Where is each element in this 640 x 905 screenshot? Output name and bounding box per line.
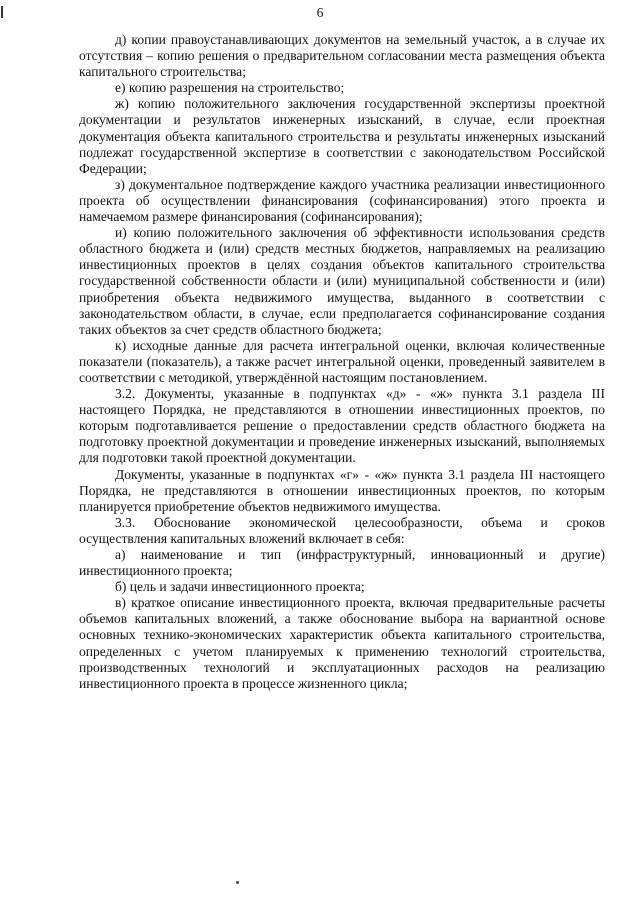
paragraph-3-2-documents: Документы, указанные в подпунктах «г» - «ж» пункта 3.1 раздела III настоящего Порядка, не представляются в отношении инвестиционных проектов, по которым планируется приобретение объектов недвижимого имущества. — [79, 466, 605, 514]
paragraph-a: а) наименование и тип (инфраструктурный, инновационный и другие) инвестиционного проекта; — [79, 547, 605, 579]
paragraph-z: з) документальное подтверждение каждого участника реализации инвестиционного проекта об осуществлении финансирования (софинансирования) этого проекта и намечаемом размере финансирования (софинансирования); — [79, 176, 605, 225]
paragraph-k: к) исходные данные для расчета интегральной оценки, включая количественные показатели (показатель), а также расчет интегральной оценки, проведенный заявителем в соответствии с методикой, утверждённой настоящим постановлением. — [79, 337, 605, 385]
scan-speck — [236, 881, 239, 884]
document-body — [79, 32, 605, 692]
paragraph-v: в) краткое описание инвестиционного проекта, включая предварительные расчеты объемов капитальных вложений, а также обоснование выбора на вариантной основе основных технико-экономических характеристик объекта капитального строительства, определенных с учетом планируемых к применению технологий строительства, производственных технологий и эксплуатационных расходов на реализацию инвестиционного проекта в процессе жизненного цикла; — [79, 595, 605, 691]
paragraph-zh: ж) копию положительного заключения государственной экспертизы проектной документации и результатов инженерных изысканий, в случае, если проектная документация объекта капитального строительства и результаты инженерных изысканий подлежат государственной экспертизе в соответствии с законодательством Российской Федерации; — [79, 96, 605, 176]
paragraph-3-3: 3.3. Обоснование экономической целесообразности, объема и сроков осуществления капитальных вложений включает в себя: — [79, 514, 605, 546]
paragraph-e: е) копию разрешения на строительство; — [115, 80, 345, 96]
paragraph-d: д) копии правоустанавливающих документов на земельный участок, а в случае их отсутствия – копию решения о предварительном согласовании места размещения объекта капитального строительства; — [79, 32, 605, 80]
page-number: 6 — [316, 5, 324, 20]
paragraph-b: б) цель и задачи инвестиционного проекта; — [115, 579, 365, 595]
paragraph-3-2: 3.2. Документы, указанные в подпунктах «д» - «ж» пункта 3.1 раздела III настоящего Порядка, не представляются в отношении инвестиционных проектов, по которым подготавливается решение о предоставлении средств областного бюджета на подготовку проектной документации и проведение инженерных изысканий, выполняемых для подготовки такой проектной документации. — [79, 386, 605, 466]
paragraph-i: и) копию положительного заключения об эффективности использования средств областного бюджета и (или) средств местных бюджетов, направляемых на реализацию инвестиционных проектов в целях создания объектов капитального строительства государственной собственности области и (или) муниципальной собственности и (или) приобретения объекта недвижимого имущества, выданного в соответствии с законодательством области, в случае, если предполагается софинансирование создания таких объектов за счет средств областного бюджета; — [79, 225, 605, 337]
